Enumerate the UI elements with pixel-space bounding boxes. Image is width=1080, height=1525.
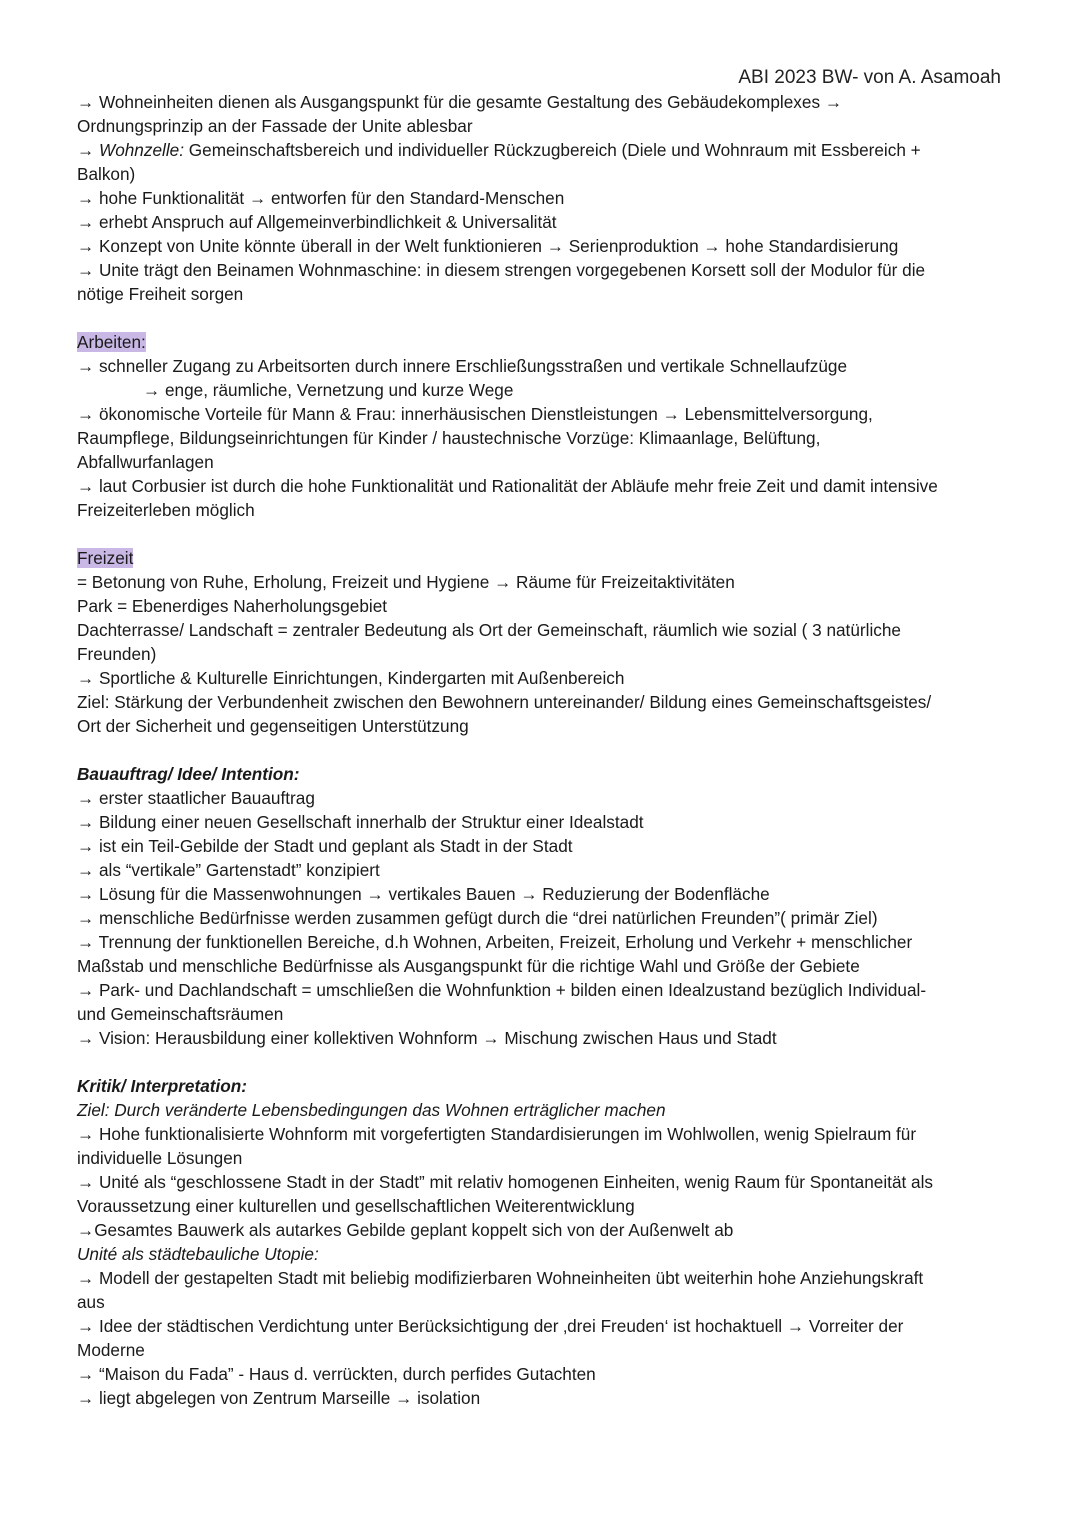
text-line: → erster staatlicher Bauauftrag xyxy=(77,788,315,808)
text-line: → laut Corbusier ist durch die hohe Funktionalität und Rationalität der Abläufe mehr freie Zeit und damit intensive xyxy=(77,476,938,496)
highlighted-heading: Freizeit xyxy=(77,548,134,568)
text-line: → als “vertikale” Gartenstadt” konzipiert xyxy=(77,860,380,880)
text-line-italic: Ziel: Durch veränderte Lebensbedingungen das Wohnen erträglicher machen xyxy=(77,1100,666,1120)
text-line: → Hohe funktionalisierte Wohnform mit vorgefertigten Standardisierungen im Wohlwollen, wenig Spielraum für xyxy=(77,1124,917,1144)
section-freizeit-heading xyxy=(77,546,1007,570)
text-line: Ziel: Stärkung der Verbundenheit zwischen den Bewohnern untereinander/ Bildung eines Gemeinschaftsgeistes/ xyxy=(77,692,932,712)
text-line: Park = Ebenerdiges Naherholungsgebiet xyxy=(77,596,388,616)
text-line: → Wohneinheiten dienen als Ausgangspunkt für die gesamte Gestaltung des Gebäudekomplexes → xyxy=(77,92,843,112)
text-line: aus xyxy=(77,1292,105,1312)
section-bauauftrag-heading: Bauauftrag/ Idee/ Intention: xyxy=(77,764,300,784)
text-line: = Betonung von Ruhe, Erholung, Freizeit und Hygiene → Räume für Freizeitaktivitäten xyxy=(77,572,735,592)
document-body xyxy=(77,90,1007,1410)
document-header: ABI 2023 BW- von A. Asamoah xyxy=(738,67,1001,88)
term-wohnzelle: Wohnzelle: xyxy=(98,140,184,160)
text-line-wohnzelle xyxy=(77,138,1007,162)
text-line: nötige Freiheit sorgen xyxy=(77,284,244,304)
text-line: Raumpflege, Bildungseinrichtungen für Kinder / haustechnische Vorzüge: Klimaanlage, Belüftung, xyxy=(77,428,821,448)
text-line: individuelle Lösungen xyxy=(77,1148,243,1168)
section-arbeiten-heading xyxy=(77,330,1007,354)
text-line: Ort der Sicherheit und gegenseitigen Unterstützung xyxy=(77,716,469,736)
arrow-prefix: → xyxy=(77,140,99,160)
text-line: → ist ein Teil-Gebilde der Stadt und geplant als Stadt in der Stadt xyxy=(77,836,573,856)
text-line: → schneller Zugang zu Arbeitsorten durch innere Erschließungsstraßen und vertikale Schnellaufzüge xyxy=(77,356,848,376)
text-line: → “Maison du Fada” - Haus d. verrückten, durch perfides Gutachten xyxy=(77,1364,596,1384)
text-line-indented: → enge, räumliche, Vernetzung und kurze Wege xyxy=(143,380,514,400)
text-line: Dachterrasse/ Landschaft = zentraler Bedeutung als Ort der Gemeinschaft, räumlich wie sozial ( 3 natürliche xyxy=(77,620,901,640)
text-line: und Gemeinschaftsräumen xyxy=(77,1004,284,1024)
text-line: →Gesamtes Bauwerk als autarkes Gebilde geplant koppelt sich von der Außenwelt ab xyxy=(77,1220,734,1240)
subheading-utopie: Unité als städtebauliche Utopie: xyxy=(77,1244,319,1264)
text-line: → Trennung der funktionellen Bereiche, d.h Wohnen, Arbeiten, Freizeit, Erholung und Verkehr + menschlicher xyxy=(77,932,913,952)
text-line: → Park- und Dachlandschaft = umschließen die Wohnfunktion + bilden einen Idealzustand bezüglich Individual- xyxy=(77,980,927,1000)
text-line: → Idee der städtischen Verdichtung unter Berücksichtigung der ‚drei Freuden‘ ist hochaktuell → Vorreiter der xyxy=(77,1316,904,1336)
text-line: → Lösung für die Massenwohnungen → vertikales Bauen → Reduzierung der Bodenfläche xyxy=(77,884,770,904)
text-line: → Modell der gestapelten Stadt mit beliebig modifizierbaren Wohneinheiten übt weiterhin hohe Anziehungskraft xyxy=(77,1268,924,1288)
text-line: → ökonomische Vorteile für Mann & Frau: innerhäusischen Dienstleistungen → Lebensmittelversorgung, xyxy=(77,404,873,424)
text-line: Voraussetzung einer kulturellen und gesellschaftlichen Weiterentwicklung xyxy=(77,1196,635,1216)
text-line: → Sportliche & Kulturelle Einrichtungen, Kindergarten mit Außenbereich xyxy=(77,668,625,688)
text-line: → Konzept von Unite könnte überall in der Welt funktionieren → Serienproduktion → hohe Standardisierung xyxy=(77,236,899,256)
text-line: Ordnungsprinzip an der Fassade der Unite ablesbar xyxy=(77,116,473,136)
text-span: Gemeinschaftsbereich und individueller Rückzugbereich (Diele und Wohnraum mit Essbereich + xyxy=(184,140,921,160)
text-line: Freizeiterleben möglich xyxy=(77,500,255,520)
text-line: → menschliche Bedürfnisse werden zusammen gefügt durch die “drei natürlichen Freunden”( primär Ziel) xyxy=(77,908,878,928)
highlighted-heading: Arbeiten: xyxy=(77,332,146,352)
text-line: Freunden) xyxy=(77,644,157,664)
text-line: → liegt abgelegen von Zentrum Marseille → isolation xyxy=(77,1388,481,1408)
section-kritik-heading: Kritik/ Interpretation: xyxy=(77,1076,247,1096)
text-line: → hohe Funktionalität → entworfen für den Standard-Menschen xyxy=(77,188,565,208)
text-line: → Unité als “geschlossene Stadt in der Stadt” mit relativ homogenen Einheiten, wenig Raum für Spontaneität als xyxy=(77,1172,934,1192)
text-line: → Unite trägt den Beinamen Wohnmaschine: in diesem strengen vorgegebenen Korsett soll der Modulor für die xyxy=(77,260,926,280)
text-line: Abfallwurfanlagen xyxy=(77,452,214,472)
text-line: → Bildung einer neuen Gesellschaft innerhalb der Struktur einer Idealstadt xyxy=(77,812,644,832)
text-line: Moderne xyxy=(77,1340,145,1360)
text-line: → Vision: Herausbildung einer kollektiven Wohnform → Mischung zwischen Haus und Stadt xyxy=(77,1028,777,1048)
text-line: → erhebt Anspruch auf Allgemeinverbindlichkeit & Universalität xyxy=(77,212,557,232)
text-line: Maßstab und menschliche Bedürfnisse als Ausgangspunkt für die richtige Wahl und Größe der Gebiete xyxy=(77,956,860,976)
text-line: Balkon) xyxy=(77,164,136,184)
